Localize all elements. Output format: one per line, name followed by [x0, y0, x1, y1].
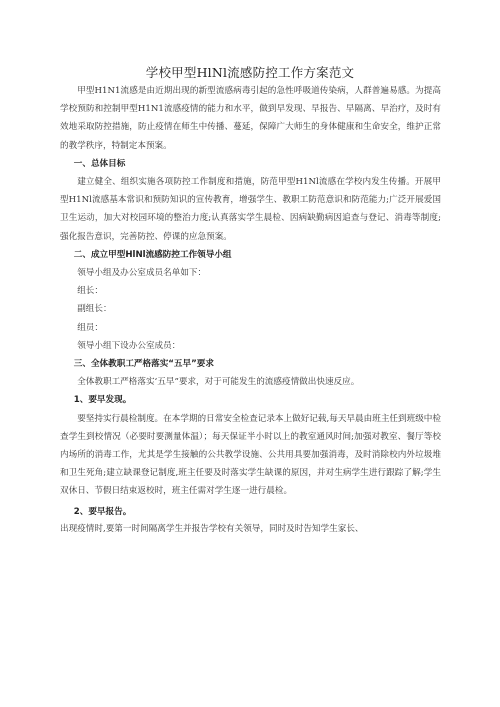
early-detection-paragraph: 要坚持实行晨检制度。在本学期的日常安全检查记录本上做好记载,每天早晨由班主任到班级中检查学生到校情况（必要时要测量体温）；每天保证半小时以上的教室通风时间;加强对教室、餐厅等校内场所的消毒工作，尤其是学生接触的公共教学设施、公共用具要加强消毒，及时消除校内外垃圾堆和卫生死角;建立缺课登记制度,班主任要及时落实学生缺课的原因，并对生病学生进行跟踪了解;学生双休日、节假日结束返校时，班主任需对学生逐一进行晨检。	[60, 413, 441, 497]
five-early-paragraph: 全体教职工严格落实‘五早”要求，对于可能发生的流感疫情做出快速反应。	[77, 377, 360, 388]
subsection-heading-early-report: 2、要早报告。	[73, 506, 132, 517]
leadership-line-office: 领导小组下设办公室成员：	[77, 340, 181, 351]
leadership-line-members: 领导小组及办公室成员名单如下：	[77, 268, 207, 279]
document-title: 学校甲型HlNl流感防控工作方案范文	[145, 65, 355, 80]
section-heading-leadership: 二、成立甲型HlNl流感防控工作领导小组	[73, 249, 232, 260]
section-heading-goals: 一、总体目标	[73, 158, 126, 169]
section-heading-five-early: 三、全体教职工严格落实“五早”要求	[73, 359, 214, 370]
leadership-line-staff: 组员：	[77, 322, 103, 333]
intro-paragraph: 甲型H1N1流感是由近期出现的新型流感病毒引起的急性呼吸道传染病，人群普遍易感。为提高学校预防和控制甲型H1N1流感疫情的能力和水平，做到早发现、早报告、早隔离、早治疗，及时有效地采取防控措施，防止疫情在师生中传播、蔓延，保障广大师生的身体健康和生命安全，维护正常的教学秩序，特制定本预案。	[60, 86, 441, 151]
goals-paragraph: 建立健全、组织实施各项防控工作制度和措施，防范甲型H1Nl流感在学校内发生传播。开展甲型H1Nl流感基本常识和预防知识的宣传教育，增强学生、教职工防范意识和防范能力;广泛开展爱国卫生运动，加大对校园环境的整治力度;认真落实学生晨检、因病缺勤病因追查与登记、消毒等制度;强化报告意识，完善防控、停课的应急预案。	[60, 177, 441, 242]
early-report-paragraph: 出现疫情时,要第一时间隔离学生并报告学校有关领导，同时及时告知学生家长、	[60, 523, 364, 534]
subsection-heading-early-detection: 1、要早发现。	[73, 395, 132, 406]
leadership-line-leader: 组长：	[77, 286, 103, 297]
document-body	[60, 82, 441, 538]
leadership-line-deputy: 副组长：	[77, 304, 112, 315]
